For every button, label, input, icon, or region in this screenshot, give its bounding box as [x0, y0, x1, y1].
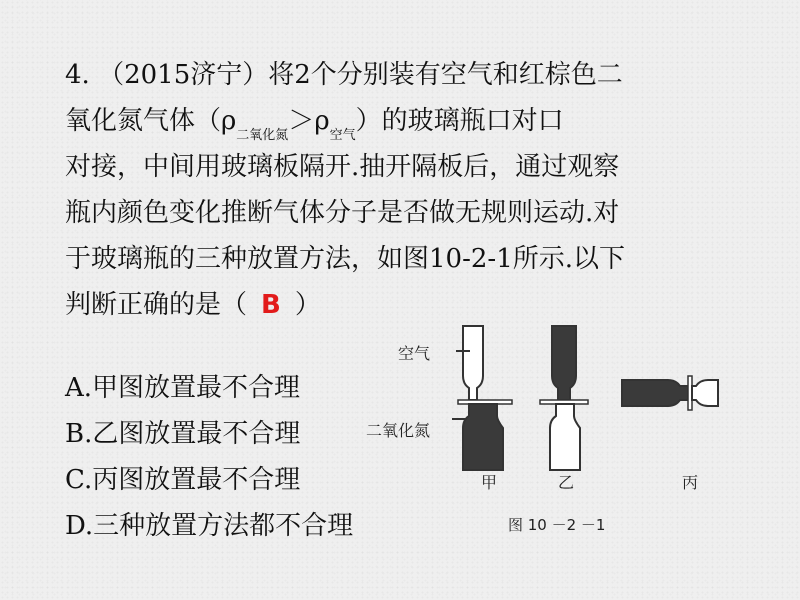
- bottle-figure: [366, 318, 720, 548]
- question-text: [65, 52, 765, 328]
- bottle-diagram: [366, 318, 720, 548]
- label-jia: 甲: [481, 473, 498, 492]
- option-d[interactable]: D.三种放置方法都不合理: [65, 511, 354, 541]
- air-bottle-right: [692, 380, 718, 406]
- density-sub-no2: 二氧化氮: [236, 128, 289, 143]
- setup-jia: [452, 326, 512, 470]
- label-no2: 二氧化氮: [366, 421, 431, 440]
- setup-yi: [540, 326, 588, 470]
- label-bing: 丙: [682, 473, 699, 492]
- option-a[interactable]: A.甲图放置最不合理: [65, 373, 301, 403]
- air-bottle-bottom: [550, 404, 580, 470]
- answer-mark: B: [261, 290, 281, 320]
- density-sub-air: 空气: [329, 128, 356, 143]
- question-prompt: 判断正确的是（: [65, 290, 248, 320]
- option-c[interactable]: C.丙图放置最不合理: [65, 465, 301, 495]
- question-close-paren: ）: [294, 290, 321, 320]
- question-line-4: 瓶内颜色变化推断气体分子是否做无规则运动.对: [65, 198, 620, 228]
- density-left: 氧化氮气体（ρ: [65, 106, 237, 136]
- options-list: [65, 365, 425, 549]
- question-line-5: 于玻璃瓶的三种放置方法，如图10-2-1所示.以下: [65, 244, 626, 274]
- no2-bottle-left: [622, 380, 688, 406]
- no2-bottle-top: [552, 326, 576, 400]
- question-line-3: 对接，中间用玻璃板隔开.抽开隔板后，通过观察: [65, 152, 620, 182]
- label-yi: 乙: [558, 473, 575, 492]
- density-compare: ＞ρ: [288, 106, 330, 136]
- air-bottle-top: [463, 326, 483, 400]
- figure-caption: 图 10 －2 －1: [508, 516, 606, 534]
- density-right: ）的玻璃瓶口对口: [355, 106, 564, 136]
- setup-bing: [622, 376, 718, 410]
- label-air: 空气: [398, 344, 431, 363]
- option-b[interactable]: B.乙图放置最不合理: [65, 419, 301, 449]
- question-line-2: [65, 98, 765, 144]
- no2-bottle-bottom: [463, 404, 503, 470]
- question-line-1: 4. （2015济宁）将2个分别装有空气和红棕色二: [65, 60, 623, 90]
